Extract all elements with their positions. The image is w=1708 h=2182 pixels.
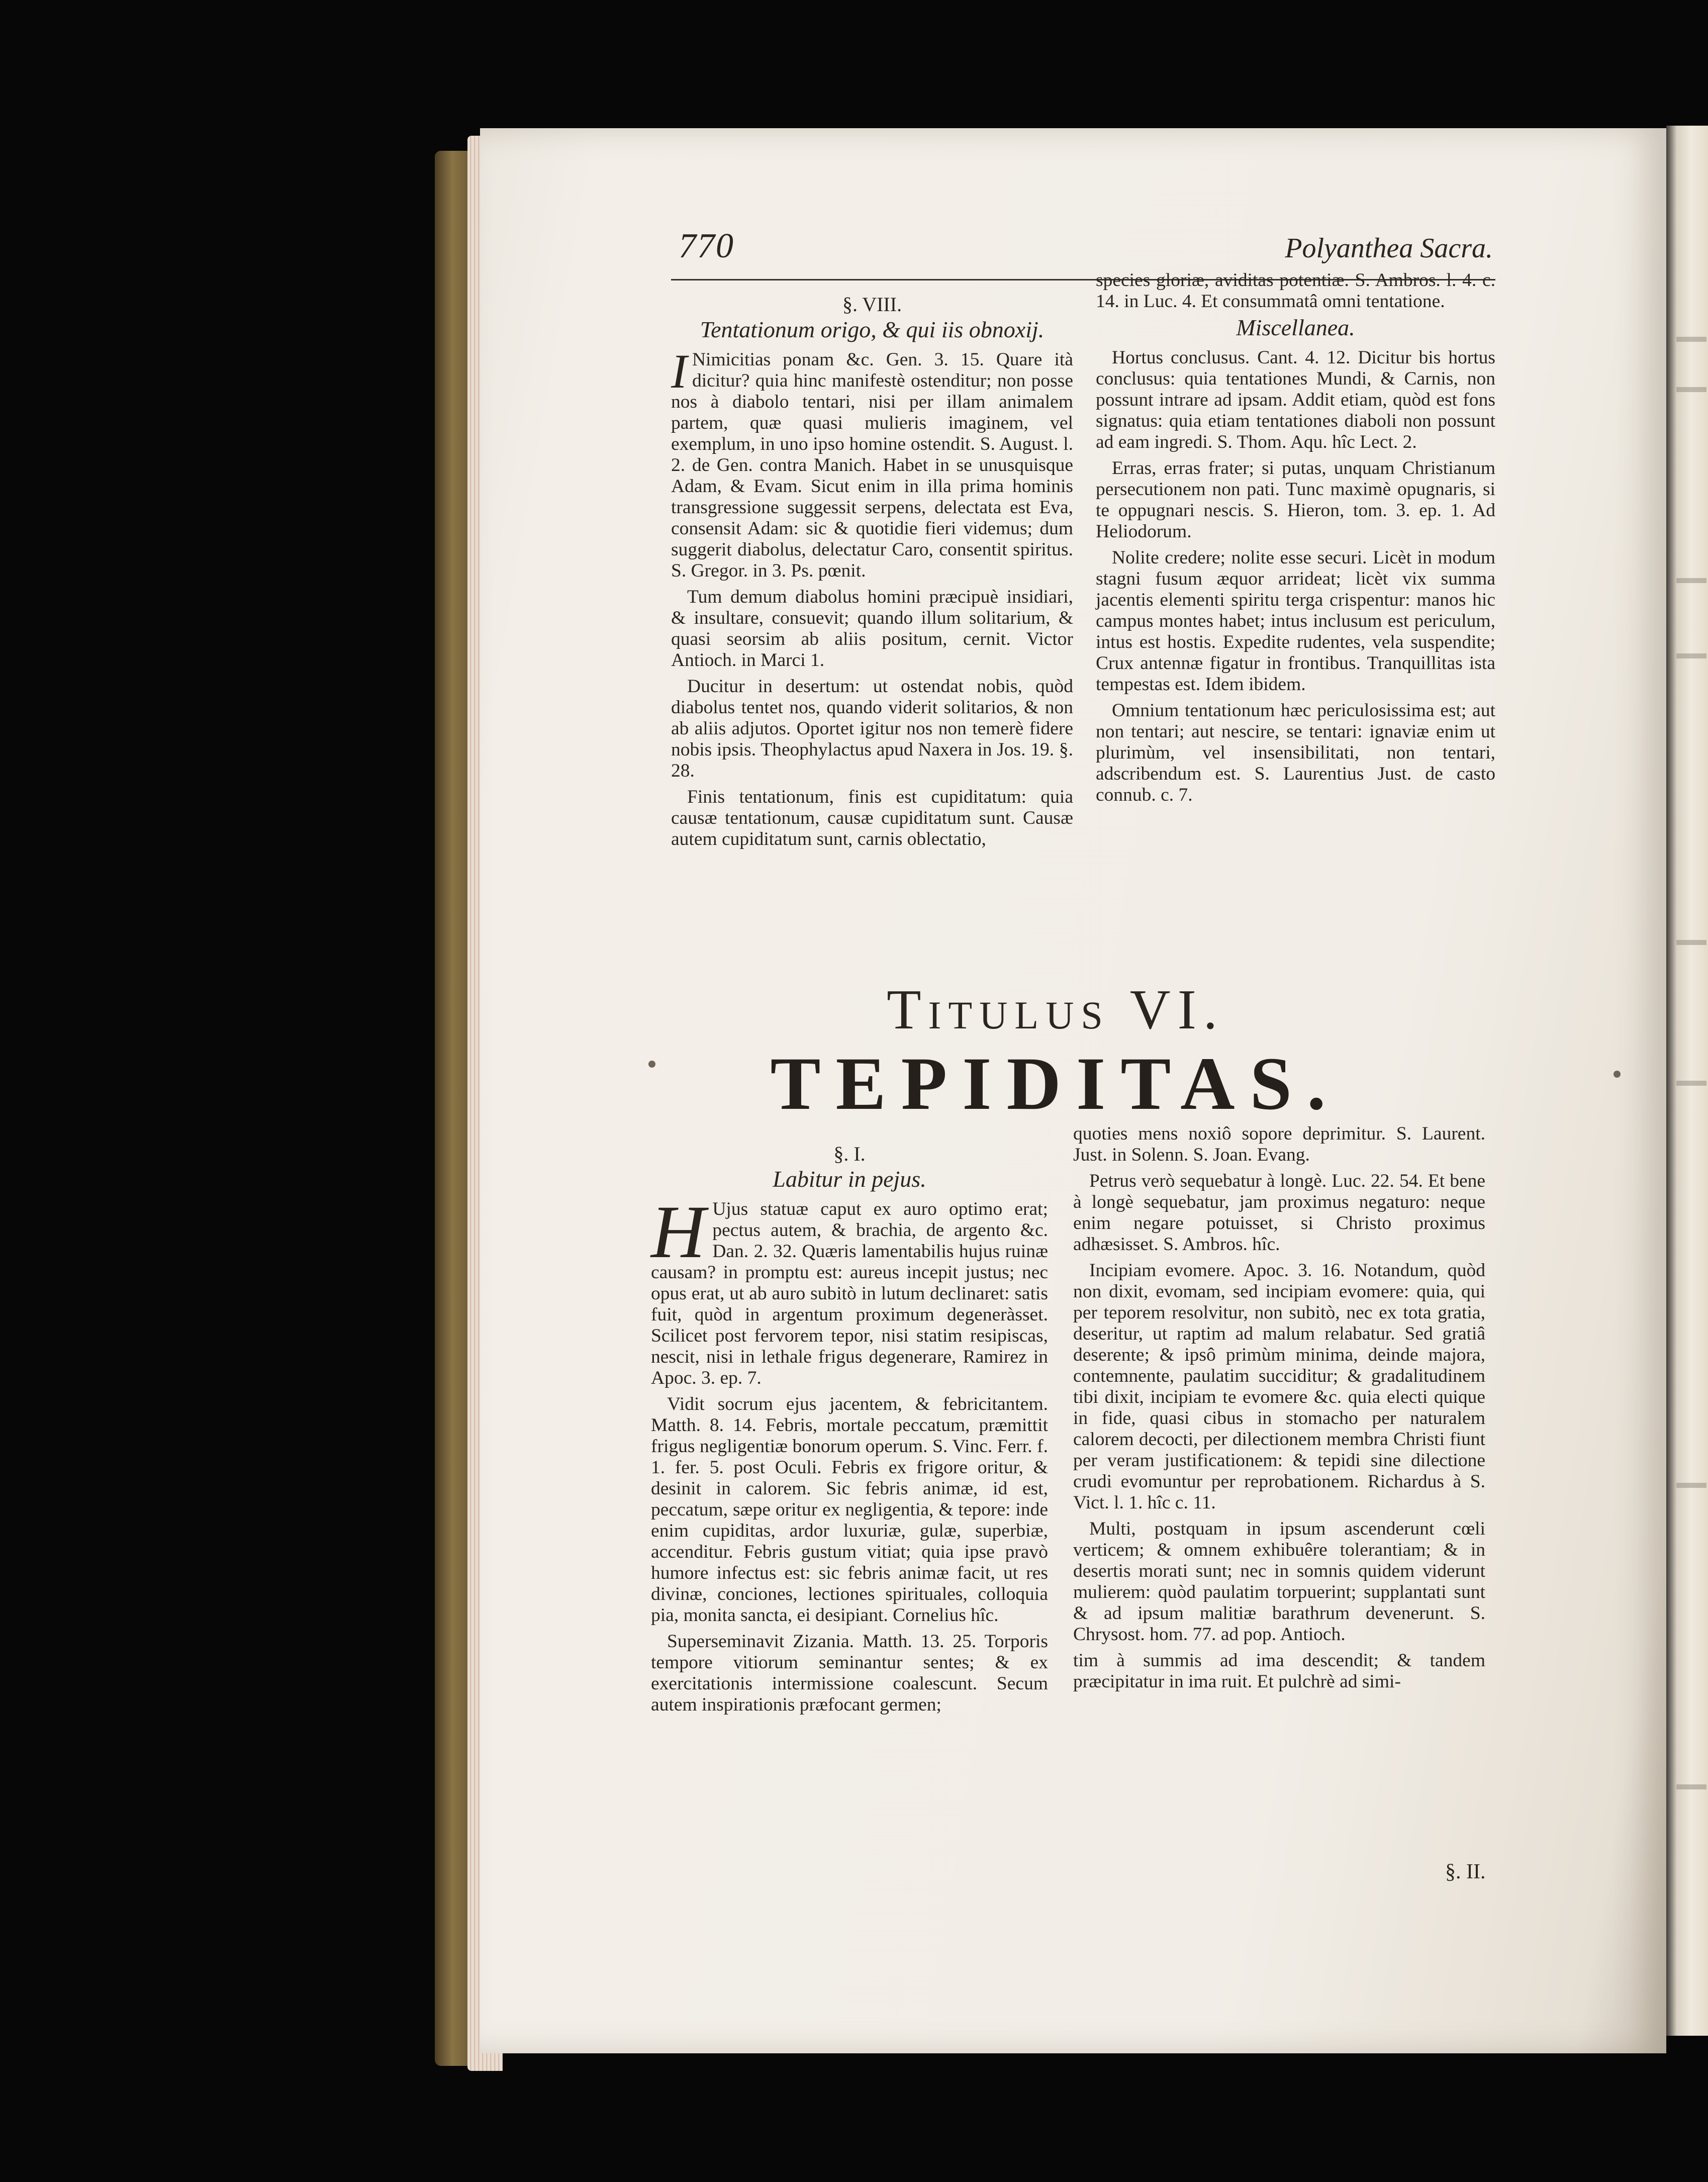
section-number: §. I. [833,1143,866,1165]
paragraph: Tum demum diabolus homini præcipuè insidiari, & insultare, consuevit; quando illum solitarium, & quasi seorsim ab aliis positum, cernit. Victor Antioch. in Marci 1. [671,587,1073,671]
paragraph: Petrus verò sequebatur à longè. Luc. 22. 54. Et bene à longè sequebatur, jam proximus negaturo: neque enim negare potuisset, si Christo proximus adhæsisset. S. Ambros. hîc. [1073,1171,1485,1255]
paragraph: Incipiam evomere. Apoc. 3. 16. Notandum, quòd non dixit, evomam, sed incipiam evomere: quia, qui per teporem resolvitur, non subitò, nec ex tota gratia, deseritur, ut raptim ad malum relabatur. Sed gratiâ deserente; & ipsô primùm minima, deinde majora, contemnente, paulatim succiditur; & gradalitudinem tibi dixit, incipiam te evomere &c. quia electi quique in fide, quasi cibus in stomacho per naturalem calorem decocti, per dilectionem membra Christi fiunt per veram justificationem: & tepidi sine dilectione crudi evomuntur per reprobationem. Richardus à S. Vict. l. 1. hîc c. 11. [1073,1260,1485,1513]
facing-page-text-fragment [1676,337,1706,342]
ink-speck [648,1061,655,1068]
facing-page-text-fragment [1676,1483,1706,1488]
ink-speck [1614,1071,1621,1078]
facing-page-edge [1666,126,1708,2036]
drop-cap: I [671,344,687,398]
section-heading: Labitur in pejus. [773,1166,926,1192]
paragraph: Omnium tentationum hæc periculosissima est; aut non tentari; aut nescire, se tentari: ignaviæ enim ut plurimùm, vel insensibilitati, non tentari, adscribendum est. S. Laurentius Just. de casto connub. c. 7. [1096,700,1495,805]
paragraph: Erras, erras frater; si putas, unquam Christianum persecutionem non pati. Tunc maximè opugnaris, si te oppugnari nescis. S. Hieron, tom. 3. ep. 1. Ad Heliodorum. [1096,458,1495,542]
paragraph: Hortus conclusus. Cant. 4. 12. Dicitur bis hortus conclusus: quia tentationes Mundi, & Carnis, non possunt intrare ad ipsam. Addit etiam, quòd est fons signatus: quia etiam tentationes diaboli non possunt ad eam ingredi. S. Thom. Aqu. hîc Lect. 2. [1096,347,1495,452]
paragraph [651,1190,1048,1389]
running-title: Polyanthea Sacra. [1285,233,1493,264]
paragraph: Multi, postquam in ipsum ascenderunt cœli verticem; & omnem exhibuêre tolerantiam; & in desertis morati sunt; nec in somnis quidem viderunt mulierem: quòd paulatim torpuerint; supplantati sunt & ad ipsum malitiæ barathrum devenerunt. S. Chrysost. hom. 77. ad pop. Antioch. [1073,1519,1485,1645]
top-column-left [671,289,1073,855]
page-number: 770 [679,227,734,265]
book-page [480,128,1666,2053]
section-number: §. VIII. [842,293,902,316]
paragraph: Vidit socrum ejus jacentem, & febricitantem. Matth. 8. 14. Febris, mortale peccatum, præmittit frigus negligentiæ bonorum operum. S. Vinc. Ferr. f. 1. fer. 5. post Oculi. Febris ex frigore oritur, & desinit in calorem. Sic febris animæ, id est, peccatum, sæpe oritur ex negligentia, & tepore: inde enim cupiditas, ardor luxuriæ, gulæ, superbiæ, accenditur. Febris gustum vitiat; quia ipse pravò humore infectus est: sic febris animæ facit, ut res divinæ, conciones, lectiones spirituales, colloquia pia, monita sancta, ei desipiant. Cornelius hîc. [651,1394,1048,1626]
paragraph [671,344,1073,582]
facing-page-text-fragment [1676,578,1706,583]
chapter-title: TEPIDITAS. [770,1042,1341,1125]
paragraph: quoties mens noxiô sopore deprimitur. S. Laurent. Just. in Solenn. S. Joan. Evang. [1073,1123,1485,1165]
facing-page-text-fragment [1676,653,1706,658]
facing-page-text-fragment [1676,1784,1706,1789]
section-heading: Tentationum origo, & qui iis obnoxij. [700,317,1045,342]
bottom-column-left [651,1139,1048,1721]
bottom-column-right [1073,1123,1485,1697]
paragraph: Ducitur in desertum: ut ostendat nobis, quòd diabolus tentet nos, quando viderit solitarios, & non ab aliis adjutos. Oportet igitur nos non temerè fidere nobis ipsis. Theophylactus apud Naxera in Jos. 19. §. 28. [671,676,1073,781]
facing-page-text-fragment [1676,1081,1706,1086]
facing-page-text-fragment [1676,940,1706,945]
paragraph: Nolite credere; nolite esse securi. Licèt in modum stagni fusum æquor arrideat; licèt vix summa jacentis elementi spiritu terga crispentur: manos hic campus montes habet; intus inclusum est periculum, intus est hostis. Expedite rudentes, vela suspendite; Crux antennæ figatur in frontibus. Tranquillitas ista tempestas est. Idem ibidem. [1096,547,1495,695]
paragraph-text: Ujus statuæ caput ex auro optimo erat; pectus autem, & brachia, de argento &c. Dan. 2. 32. Quæris lamentabilis hujus ruinæ causam? in promptu est: aureus incepit justus; nec opus erat, ut ab auro subitò in lutum declinaret: satis fuit, quòd in argentum proximum degeneràsset. Scilicet post fervorem tepor, nisi statim resipiscas, nescit, nisi in lethale frigus degenerare, Ramirez in Apoc. 3. ep. 7. [651,1199,1048,1388]
facing-page-text-fragment [1676,387,1706,392]
catchword: §. II. [1445,1860,1486,1883]
paragraph: species gloriæ, aviditas potentiæ. S. Ambros. l. 4. c. 14. in Luc. 4. Et consummatâ omni tentatione. [1096,270,1495,312]
paragraph: tim à summis ad ima descendit; & tandem præcipitatur in ima ruit. Et pulchrè ad simi- [1073,1650,1485,1692]
drop-cap: H [651,1190,706,1274]
paragraph: Finis tentationum, finis est cupiditatum: quia causæ tentationum, causæ cupiditatum sunt. Causæ autem cupiditatum sunt, carnis oblectatio, [671,787,1073,849]
paragraph-text: Nimicitias ponam &c. Gen. 3. 15. Quare ità dicitur? quia hinc manifestè ostenditur; non posse nos à diabolo tentari, nisi per illam animalem partem, quæ quasi mulieris imaginem, vel exemplum, in uno ipso homine ostendit. S. August. l. 2. de Gen. contra Manich. Habet in se unusquisque Adam, & Evam. Sicut enim in illa prima hominis transgressione suggessit serpens, delectata est Eva, consensit Adam: sic & quotidie fieri videmus; dum suggerit diabolus, delectatur Caro, consentit spiritus. S. Gregor. in 3. Ps. pœnit. [671,349,1073,581]
titulus-heading: Titulus VI. [887,979,1224,1041]
top-column-right [1096,270,1495,811]
miscellanea-heading: Miscellanea. [1236,315,1355,340]
paragraph: Superseminavit Zizania. Matth. 13. 25. Torporis tempore vitiorum seminantur sentes; & ex exercitationis intermissione coalescunt. Secum autem inspirationis præfocant germen; [651,1631,1048,1715]
